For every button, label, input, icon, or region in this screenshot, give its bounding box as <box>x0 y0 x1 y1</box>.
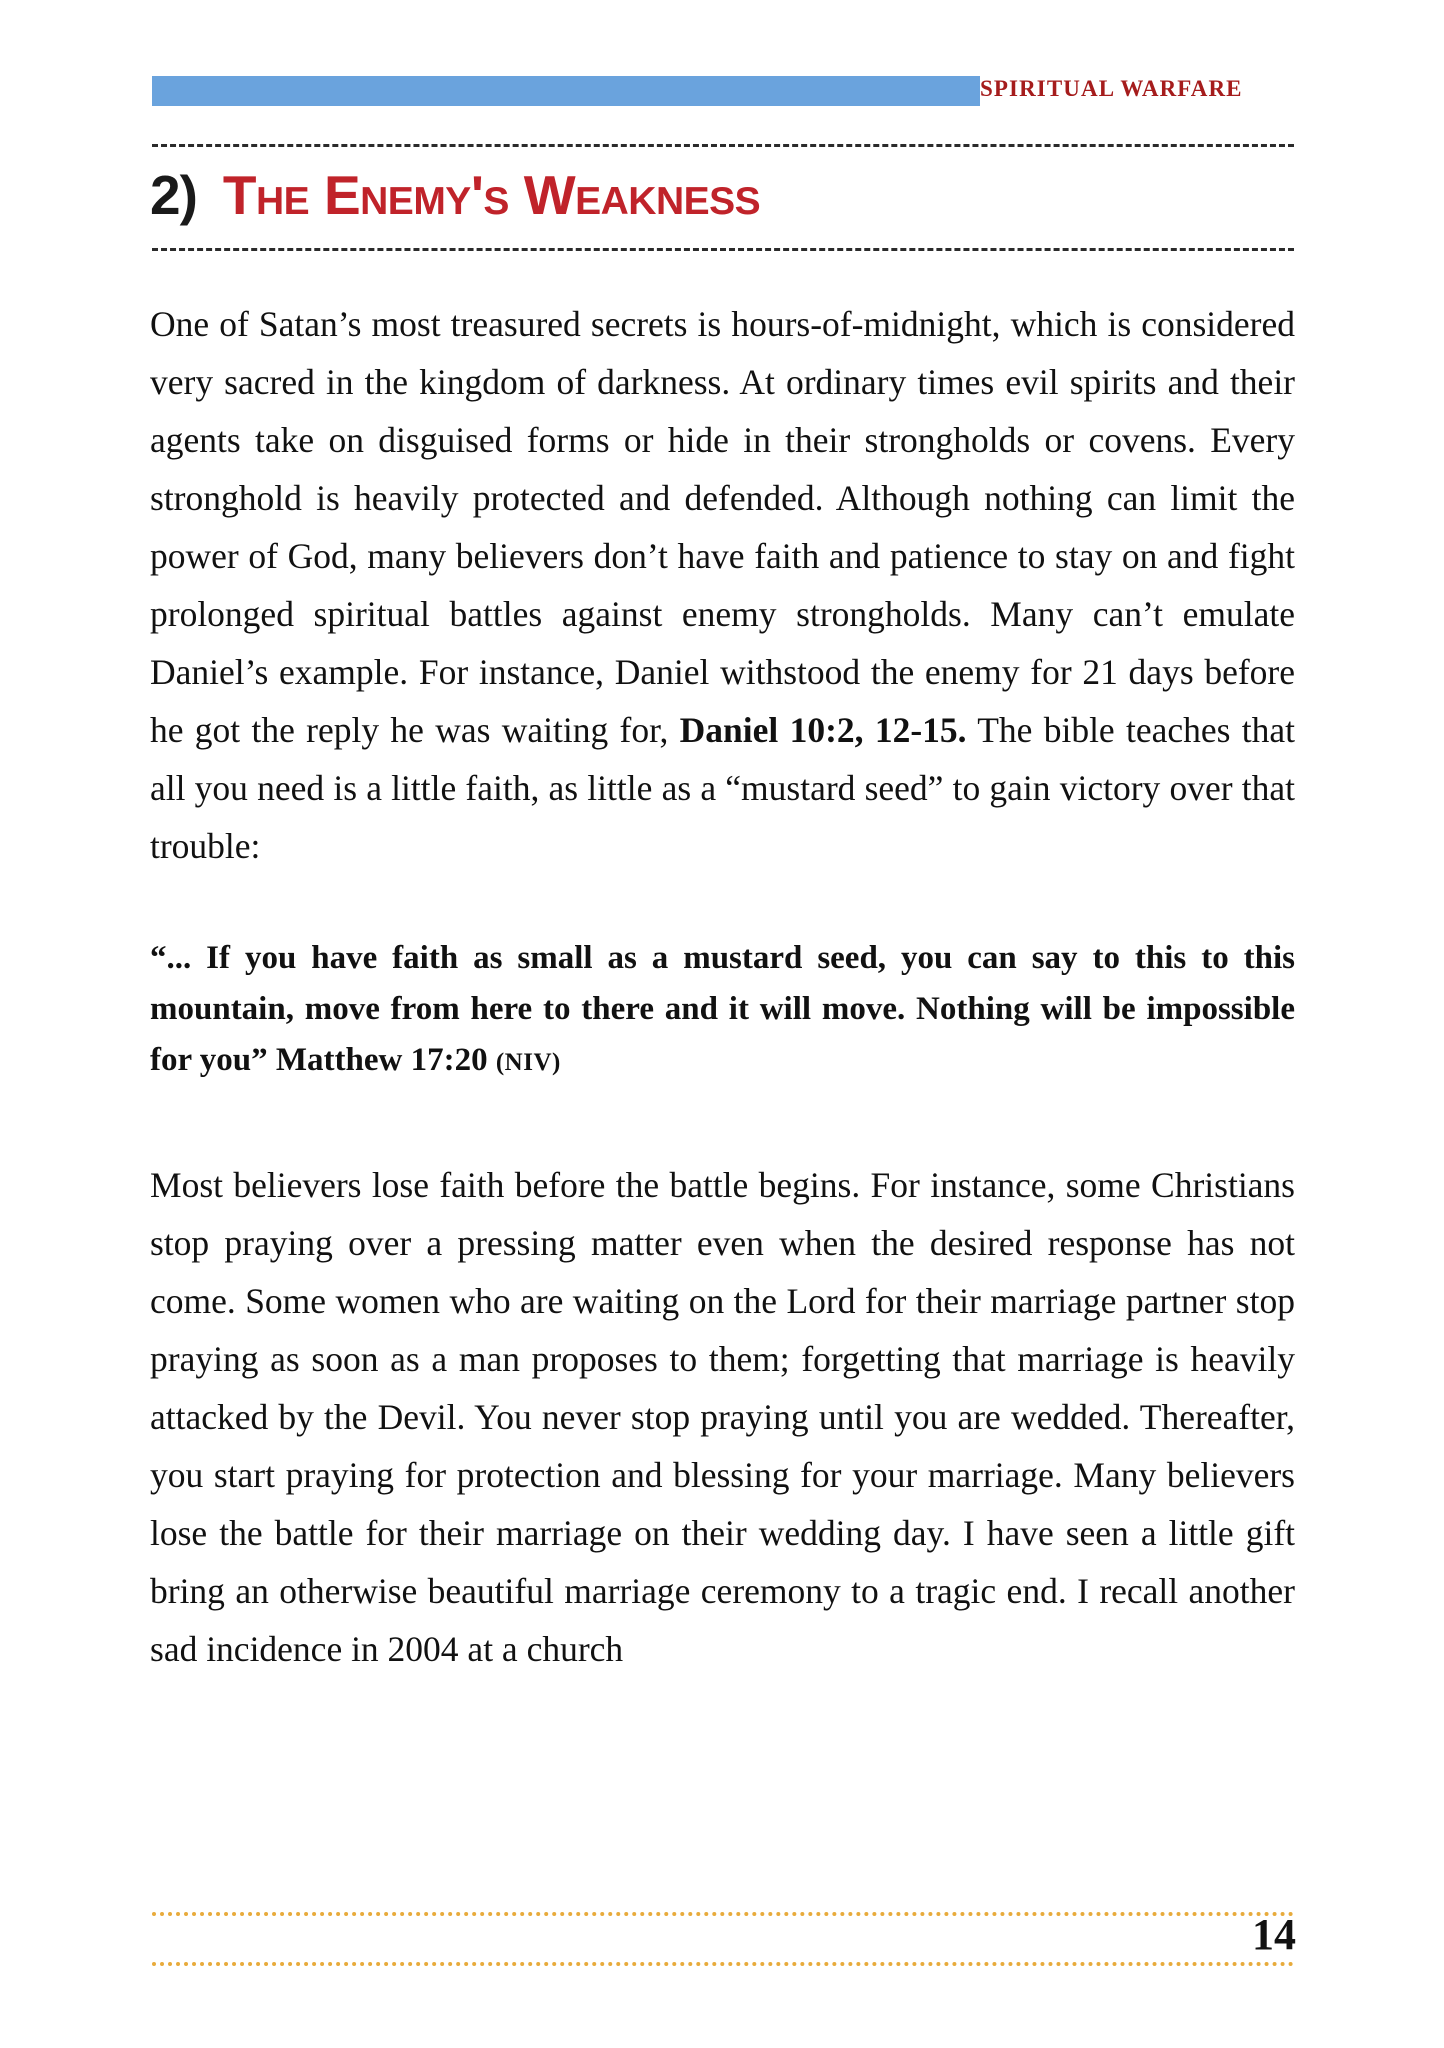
page-number: 14 <box>1252 1910 1296 1959</box>
paragraph-one-text-after-reference: The bible teaches that all you need is a little faith, as little as a “mustard seed” to gain victory over that trouble: <box>150 710 1295 866</box>
footer-rule-top <box>152 1912 1294 1916</box>
paragraph-one-text-before-reference: One of Satan’s most treasured secrets is hours-of-midnight, which is considered very sacred in the kingdom of darkness. At ordinary times evil spirits and their agents take on disguised forms or hide in their strongholds or covens. Every stronghold is heavily protected and defended. Although nothing can limit the power of God, many believers don’t have faith and patience to stay on and fight prolonged spiritual battles against enemy strongholds. Many can’t emulate Daniel’s example. For instance, Daniel withstood the enemy for 21 days before he got the reply he was waiting for, <box>150 304 1295 750</box>
page-header <box>0 0 1444 118</box>
running-head: SPIRITUAL WARFARE <box>980 76 1243 101</box>
header-accent-bar <box>152 76 980 106</box>
paragraph-one <box>150 295 1295 875</box>
section-number: 2) <box>150 164 197 226</box>
scripture-quote-text: “... If you have faith as small as a mustard seed, you can say to this to this mountain, move from here to there and it will move. Nothing will be impossible for you” Matthew 17:20 <box>150 940 1295 1078</box>
section-rule-bottom <box>152 248 1294 251</box>
page-title <box>150 163 1300 237</box>
paragraph-two: Most believers lose faith before the battle begins. For instance, some Christians stop praying over a pressing matter even when the desired response has not come. Some women who are waiting on the Lord for their marriage partner stop praying as soon as a man proposes to them; forgetting that marriage is heavily attacked by the Devil. You never stop praying until you are wedded. Thereafter, you start praying for protection and blessing for your marriage. Many believers lose the battle for their marriage on their wedding day. I have seen a little gift bring an otherwise beautiful marriage ceremony to a tragic end. I recall another sad incidence in 2004 at a church <box>150 1165 1295 1669</box>
spacer-before-quote <box>150 875 1295 933</box>
scripture-reference-daniel: Daniel 10:2, 12-15. <box>679 710 967 750</box>
body-column <box>150 295 1295 1678</box>
scripture-version-label: (NIV) <box>495 1049 561 1076</box>
scripture-quote-block <box>150 933 1295 1088</box>
footer-rule-bottom <box>152 1962 1294 1966</box>
spacer-after-quote <box>150 1088 1295 1156</box>
section-rule-top <box>152 144 1294 147</box>
section-title-text: The Enemy's Weakness <box>222 164 761 226</box>
